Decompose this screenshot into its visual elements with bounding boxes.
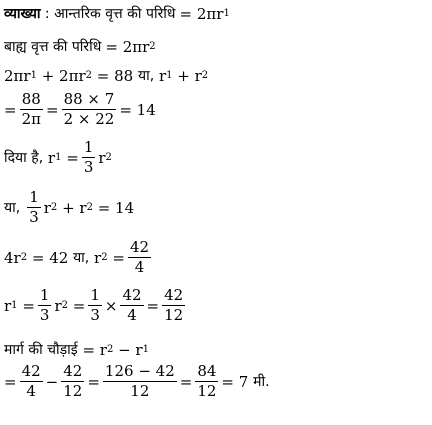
fraction (62, 92, 117, 127)
subscript: 1 (55, 152, 62, 163)
unit: मी. (253, 374, 270, 390)
subscript: 1 (166, 70, 173, 81)
term: 4r (4, 248, 21, 267)
final-line (4, 364, 270, 399)
fraction (38, 288, 52, 323)
outer-circumference-text: बाह्य वृत्त की परिधि (4, 39, 102, 55)
numerator: 1 (90, 286, 100, 304)
equals: = (4, 100, 17, 119)
denominator: 2 × 22 (63, 110, 115, 128)
numerator: 88 × 7 (63, 90, 115, 108)
numerator: 42 (129, 238, 150, 256)
denominator: 3 (83, 158, 94, 176)
subscript: 2 (106, 344, 114, 355)
inner-circumference-text: आन्तरिक वृत्त की परिधि (54, 6, 176, 22)
denominator: 3 (39, 306, 50, 324)
r1-line (4, 288, 188, 323)
denominator: 12 (63, 382, 83, 400)
path-width-line (4, 340, 149, 359)
numerator: 42 (21, 362, 41, 380)
subscript: 2 (61, 300, 68, 311)
fraction (20, 364, 43, 399)
fraction (27, 190, 41, 225)
term: = r (77, 340, 107, 359)
or-line (4, 190, 134, 225)
denominator: 12 (197, 382, 217, 400)
fraction-line-1 (4, 92, 156, 127)
numerator: 1 (29, 188, 39, 206)
inner-circumference-eq: = 2πr (179, 4, 224, 23)
subscript: 1 (30, 70, 37, 81)
r2-line (4, 240, 154, 275)
denominator: 4 (127, 306, 137, 324)
denominator: 3 (90, 306, 100, 324)
term: + 2πr (36, 66, 86, 85)
subscript: 2 (101, 252, 108, 263)
fraction (195, 364, 218, 399)
denominator: 12 (130, 382, 150, 400)
subscript: 2 (86, 202, 93, 213)
fraction (88, 288, 102, 323)
ya-word: या, (4, 200, 21, 216)
result: = 14 (119, 100, 156, 119)
ya-word: या, (73, 250, 90, 266)
numerator: 126 − 42 (104, 362, 175, 380)
term: r (98, 148, 106, 167)
term: + r (172, 66, 202, 85)
term: 2πr (4, 66, 31, 85)
term: r (4, 296, 12, 315)
outer-circumference-eq: = 2πr (105, 37, 150, 56)
numerator: 1 (83, 138, 94, 156)
term: − r (113, 340, 143, 359)
fraction (103, 364, 177, 399)
explanation-line (4, 4, 230, 23)
path-width-text: मार्ग की चौड़ाई (4, 342, 78, 358)
fraction (128, 240, 151, 275)
term: r (54, 296, 62, 315)
times: × (104, 296, 118, 315)
explanation-label: व्याख्या (4, 6, 41, 22)
numerator: 42 (164, 286, 184, 304)
term: + r (57, 198, 87, 217)
equals: = (17, 296, 35, 315)
term: r (43, 198, 51, 217)
denominator: 2π (21, 110, 41, 128)
subscript: 1 (11, 300, 18, 311)
given-text: दिया है, (4, 150, 44, 166)
term: r (154, 66, 167, 85)
equals: = (179, 372, 193, 391)
equals: = (45, 100, 59, 119)
outer-circumference-line (4, 37, 156, 56)
separator: : (40, 5, 55, 22)
denominator: 12 (164, 306, 184, 324)
term: r (89, 248, 102, 267)
denominator: 3 (29, 208, 39, 226)
fraction (20, 92, 43, 127)
sum-equation-line (4, 66, 208, 85)
denominator: 4 (26, 382, 36, 400)
equals: = (67, 296, 86, 315)
subscript: 2 (20, 252, 28, 263)
denominator: 4 (134, 258, 145, 276)
subscript: 2 (85, 70, 93, 81)
minus: − (45, 372, 59, 391)
numerator: 84 (197, 362, 217, 380)
given-line (4, 140, 112, 175)
numerator: 88 (21, 90, 41, 108)
equals: = (61, 148, 79, 167)
equals: = (107, 248, 125, 267)
subscript: 2 (149, 41, 156, 52)
fraction (82, 140, 96, 175)
subscript: 2 (105, 152, 112, 163)
numerator: 42 (63, 362, 83, 380)
equals: = (87, 372, 100, 391)
ya-word: या, (137, 68, 155, 84)
term: = 42 (27, 248, 74, 267)
equals: = (4, 372, 17, 391)
fraction (162, 288, 185, 323)
numerator: 42 (122, 286, 142, 304)
subscript: 1 (142, 344, 149, 355)
subscript: 2 (201, 70, 209, 81)
term: = 88 (92, 66, 138, 85)
result: = 14 (92, 198, 135, 217)
numerator: 1 (39, 286, 50, 304)
result: = 7 (221, 372, 254, 391)
subscript: 2 (50, 202, 58, 213)
term: r (43, 148, 56, 167)
equals: = (146, 296, 160, 315)
fraction (61, 364, 84, 399)
subscript: 1 (223, 8, 230, 19)
fraction (120, 288, 143, 323)
